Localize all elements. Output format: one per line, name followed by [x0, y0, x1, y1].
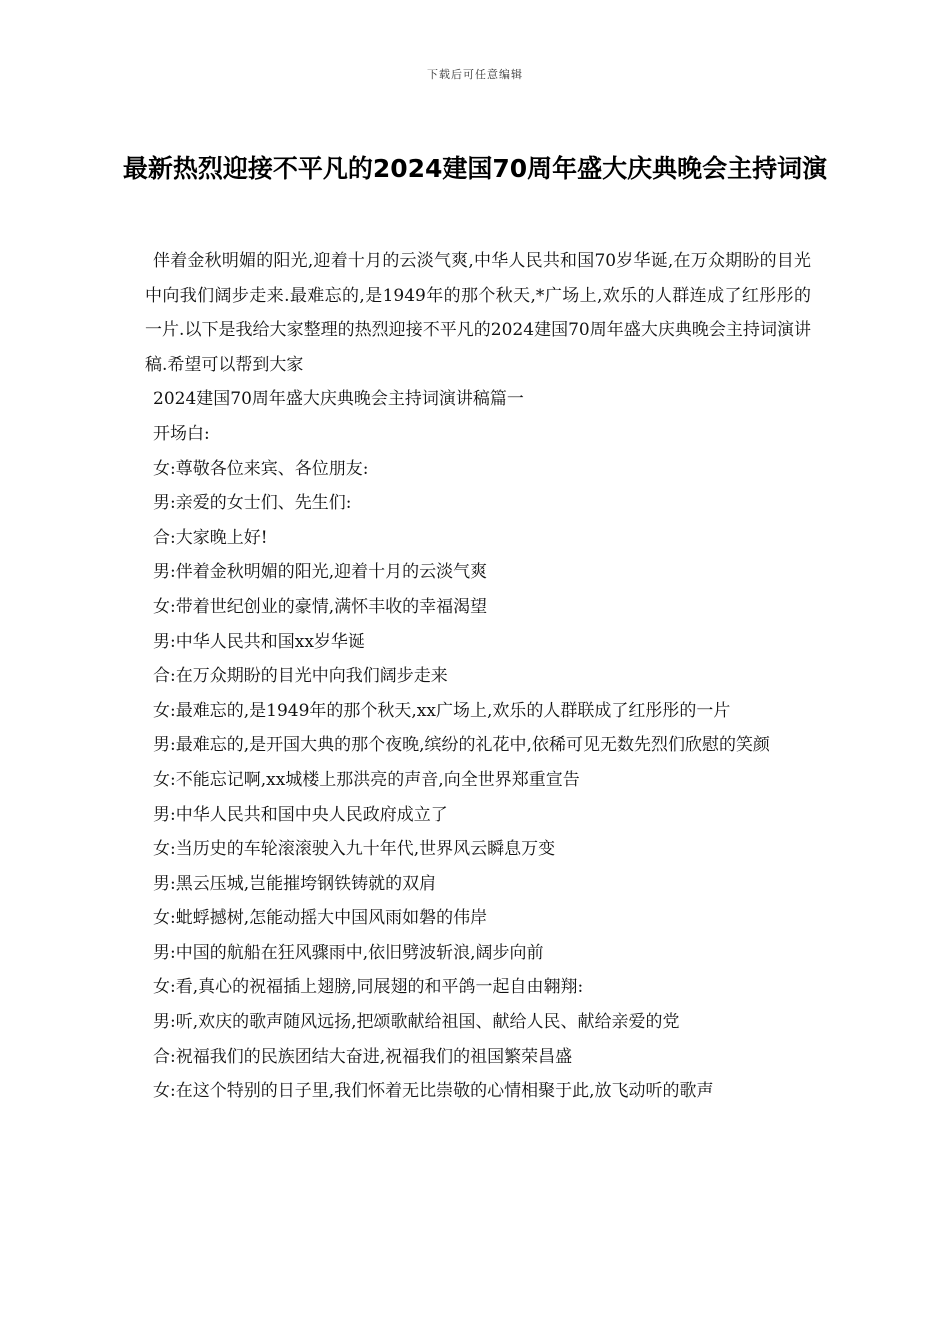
- script-line: 男:最难忘的,是开国大典的那个夜晚,缤纷的礼花中,依稀可见无数先烈们欣慰的笑颜: [153, 735, 770, 756]
- script-line: 女:在这个特别的日子里,我们怀着无比崇敬的心情相聚于此,放飞动听的歌声: [153, 1081, 714, 1102]
- script-line: 女:带着世纪创业的豪情,满怀丰收的幸福渴望: [153, 596, 488, 617]
- script-line: 合:在万众期盼的目光中向我们阔步走来: [153, 666, 448, 687]
- script-line: 女:最难忘的,是1949年的那个秋天,xx广场上,欢乐的人群联成了红彤彤的一片: [153, 700, 731, 721]
- script-line: 男:中国的航船在狂风骤雨中,依旧劈波斩浪,阔步向前: [153, 942, 544, 963]
- document-body: [145, 244, 811, 1109]
- section-heading: 2024建国70周年盛大庆典晚会主持词演讲稿篇一: [153, 389, 524, 410]
- script-line: 男:中华人民共和国中央人民政府成立了: [153, 804, 448, 825]
- script-line: 女:当历史的车轮滚滚驶入九十年代,世界风云瞬息万变: [153, 839, 556, 860]
- script-line: 女:蚍蜉撼树,怎能动摇大中国风雨如磐的伟岸: [153, 908, 488, 929]
- script-line: 男:黑云压城,岂能摧垮钢铁铸就的双肩: [153, 873, 437, 894]
- intro-paragraph: 伴着金秋明媚的阳光,迎着十月的云淡气爽,中华人民共和国70岁华诞,在万众期盼的目光中向我们阔步走来.最难忘的,是1949年的那个秋天,*广场上,欢乐的人群连成了红彤彤的一片.以下是我给大家整理的热烈迎接不平凡的2024建国70周年盛大庆典晚会主持词演讲稿.希望可以帮到大家: [145, 251, 811, 375]
- script-line: 男:亲爱的女士们、先生们:: [153, 493, 352, 514]
- script-line: 合:祝福我们的民族团结大奋进,祝福我们的祖国繁荣昌盛: [153, 1046, 573, 1067]
- script-line: 女:看,真心的祝福插上翅膀,同展翅的和平鸽一起自由翱翔:: [153, 977, 584, 998]
- script-line: 合:大家晚上好!: [153, 527, 268, 548]
- page-header-note: 下载后可任意编辑: [427, 68, 523, 81]
- script-line: 女:不能忘记啊,xx城楼上那洪亮的声音,向全世界郑重宣告: [153, 769, 580, 790]
- script-line: 开场白:: [153, 423, 210, 444]
- document-title: 最新热烈迎接不平凡的2024建国70周年盛大庆典晚会主持词演: [122, 154, 828, 183]
- script-line: 女:尊敬各位来宾、各位朋友:: [153, 458, 369, 479]
- script-line: 男:听,欢庆的歌声随风远扬,把颂歌献给祖国、献给人民、献给亲爱的党: [153, 1012, 680, 1033]
- script-line: 男:中华人民共和国xx岁华诞: [153, 631, 365, 652]
- script-line: 男:伴着金秋明媚的阳光,迎着十月的云淡气爽: [153, 562, 488, 583]
